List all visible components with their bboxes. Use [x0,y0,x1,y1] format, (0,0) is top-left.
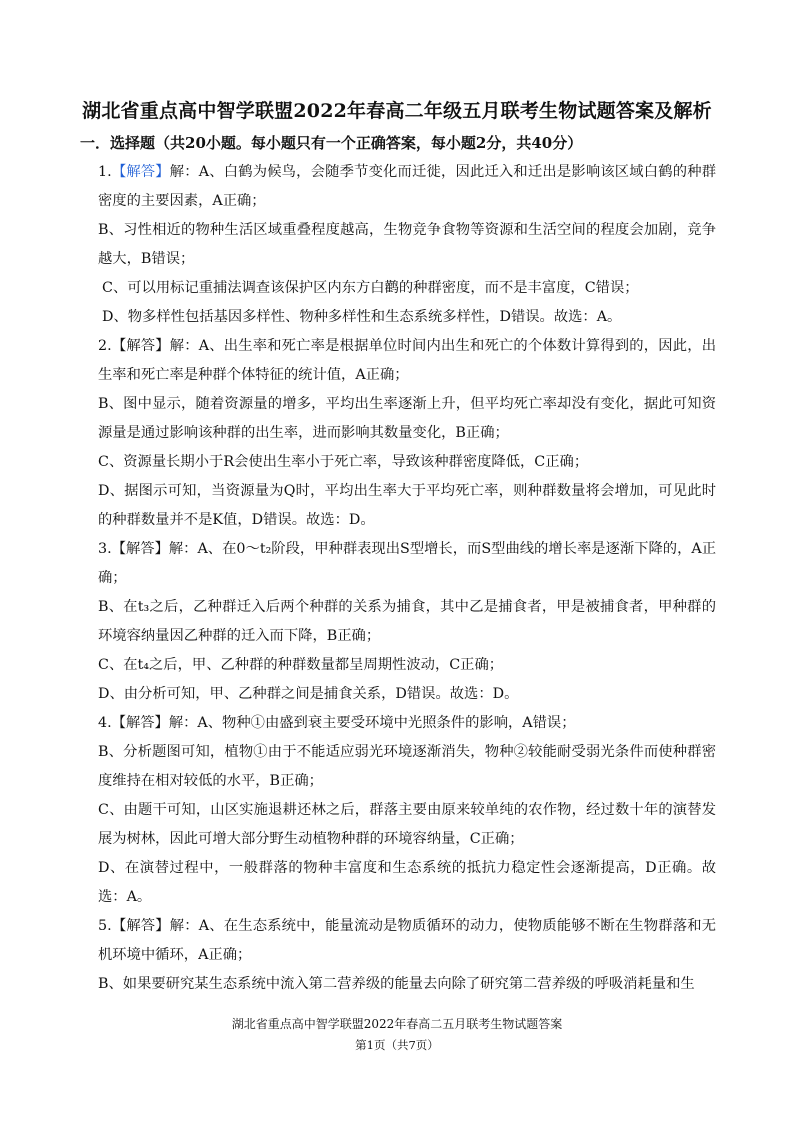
answer-2-c: C、资源量长期小于R会使出生率小于死亡率，导致该种群密度降低，C正确； [98,454,589,470]
answer-4-a: 4.【解答】解：A、物种①由盛到衰主要受环境中光照条件的影响，A错误； [98,715,576,731]
answer-tag: 【解答】 [111,164,170,180]
section-heading: 一．选择题（共20小题。每小题只有一个正确答案，每小题2分，共40分） [80,134,583,152]
page-number: 第1页（共7页） [355,1038,439,1052]
answer-tag: 【解答】 [111,338,170,354]
answer-5-b: B、如果要研究某生态系统中流入第二营养级的能量去向除了研究第二营养级的呼吸消耗量和生 [98,976,695,992]
answer-tag: 【解答】 [111,918,170,934]
answer-1-c: C、可以用标记重捕法调查该保护区内东方白鹳的种群密度，而不是丰富度，C错误； [102,280,639,296]
answer-tag: 【解答】 [111,715,169,731]
answer-5-a: 5.【解答】解：A、在生态系统中，能量流动是物质循环的动力，使物质能够不断在生物群落和无机环境中循环，A正确； [98,918,716,963]
answer-1-a: 1.【解答】解：A、白鹤为候鸟，会随季节变化而迁徙，因此迁入和迁出是影响该区域白鹤的种群密度的主要因素，A正确； [98,164,716,209]
answer-3-c: C、在t₄之后，甲、乙种群的种群数量都呈周期性波动，C正确； [98,657,504,673]
answer-body [98,158,716,999]
page-title: 湖北省重点高中智学联盟2022年春高二年级五月联考生物试题答案及解析 [82,100,712,122]
answer-2-d: D、据图示可知，当资源量为Q时，平均出生率大于平均死亡率，则种群数量将会增加，可见此时的种群数量并不是K值，D错误。故选：D。 [98,483,716,528]
answer-3-d: D、由分析可知，甲、乙种群之间是捕食关系，D错误。故选：D。 [98,686,519,702]
answer-2-b: B、图中显示，随着资源量的增多，平均出生率逐渐上升，但平均死亡率却没有变化，据此可知资源量是通过影响该种群的出生率，进而影响其数量变化，B正确； [98,396,716,441]
answer-1-d: D、物多样性包括基因多样性、物种多样性和生态系统多样性，D错误。故选：A。 [102,309,622,325]
answer-1-b: B、习性相近的物种生活区域重叠程度越高，生物竞争食物等资源和生活空间的程度会加剧，竞争越大，B错误； [98,222,716,267]
footer-title: 湖北省重点高中智学联盟2022年春高二五月联考生物试题答案 [231,1017,563,1031]
answer-tag: 【解答】 [111,541,169,557]
answer-4-b: B、分析题图可知，植物①由于不能适应弱光环境逐渐消失，物种②较能耐受弱光条件而使种群密度维持在相对较低的水平，B正确； [98,744,716,789]
answer-4-d: D、在演替过程中，一般群落的物种丰富度和生态系统的抵抗力稳定性会逐渐提高，D正确。故选：A。 [98,860,716,905]
answer-3-a: 3.【解答】解：A、在0～t₂阶段，甲种群表现出S型增长，而S型曲线的增长率是逐渐下降的，A正确； [98,541,716,586]
answer-3-b: B、在t₃之后，乙种群迁入后两个种群的关系为捕食，其中乙是捕食者，甲是被捕食者，甲种群的环境容纳量因乙种群的迁入而下降，B正确； [98,599,716,644]
answer-4-c: C、由题干可知，山区实施退耕还林之后，群落主要由原来较单纯的农作物，经过数十年的演替发展为树林，因此可增大部分野生动植物种群的环境容纳量，C正确； [98,802,716,847]
answer-2-a: 2.【解答】解：A、出生率和死亡率是根据单位时间内出生和死亡的个体数计算得到的，因此，出生率和死亡率是种群个体特征的统计值，A正确； [98,338,716,383]
